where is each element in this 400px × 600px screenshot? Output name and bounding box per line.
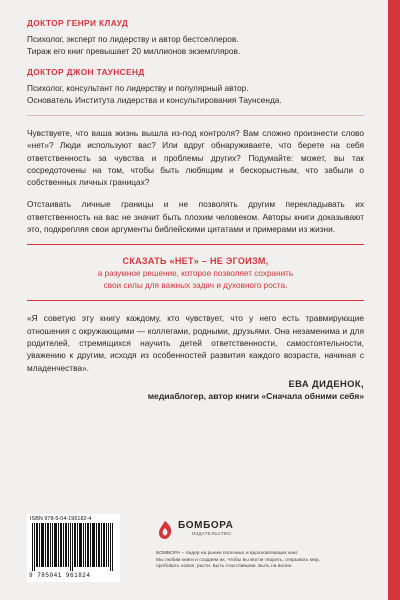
author-name: ДОКТОР ДЖОН ТАУНСЕНД bbox=[27, 67, 145, 77]
author-block-cloud bbox=[27, 18, 364, 57]
isbn-text: ISBN 978-5-04-196182-4 bbox=[30, 516, 92, 522]
author-description: Психолог, консультант по лидерству и популярный автор. bbox=[27, 83, 249, 93]
divider bbox=[27, 300, 364, 301]
bombora-logo-icon bbox=[156, 520, 174, 540]
cover-text-area bbox=[27, 18, 364, 403]
barcode-number: 9 785041 961824 bbox=[29, 572, 91, 579]
cover-footer bbox=[27, 514, 365, 579]
slogan-line: а разумное решение, которое позволяет сохранить bbox=[97, 269, 294, 279]
publisher-name: БОМБОРА bbox=[178, 520, 234, 531]
publisher-subtitle: ИЗДАТЕЛЬСТВО bbox=[192, 531, 232, 536]
testimonial-author-role: медиаблогер, автор книги «Сначала обними себя» bbox=[147, 390, 364, 401]
testimonial-signature bbox=[27, 377, 364, 403]
description-paragraph: Отстаивать личные границы и не позволять другим перекладывать их ответственность на вас не значит быть плохим человеком. Авторы книги доказывают это, подкрепляя свои аргументы библейскими цитатами и примерами из жизни. bbox=[27, 199, 364, 235]
red-spine-strip bbox=[388, 0, 400, 600]
divider bbox=[27, 115, 364, 116]
testimonial-quote: «Я советую эту книгу каждому, кто чувствует, что у него есть травмирующие отношения с окружающими — коллегами, родными, друзьями. Она незаменима и для родителей, стремящихся научить детей ответственности, самостоятельности, уважению к другим, исходя из особенностей развития каждого возраста, начиная с младенчества». bbox=[27, 313, 364, 373]
barcode-bars bbox=[32, 523, 115, 571]
divider bbox=[27, 244, 364, 245]
author-description: Психолог, эксперт по лидерству и автор бестселлеров. bbox=[27, 34, 239, 44]
publisher-blurb bbox=[156, 551, 366, 571]
author-block-townsend bbox=[27, 67, 364, 106]
blurb-line: пробовать новое, расти. Быть счастливыми. Быть на волне. bbox=[156, 564, 293, 570]
slogan-line: свои силы для важных задач и духовного роста. bbox=[103, 280, 288, 290]
blurb-line: БОМБОРА – лидер на рынке полезных и вдохновляющих книг. bbox=[156, 551, 299, 556]
author-name: ДОКТОР ГЕНРИ КЛАУД bbox=[27, 18, 129, 28]
blurb-line: Мы любим книги и создаем их, чтобы вы могли творить, открывать мир, bbox=[156, 557, 320, 563]
testimonial-author: ЕВА ДИДЕНОК, bbox=[288, 377, 364, 389]
slogan-headline: СКАЗАТЬ «НЕТ» – НЕ ЭГОИЗМ, bbox=[122, 256, 269, 267]
slogan bbox=[27, 256, 364, 291]
description-paragraph: Чувствуете, что ваша жизнь вышла из-под контроля? Вам сложно произнести слово «нет»? Люди используют вас? Или вдруг обнаруживаете, что берете на себя ответственность за чувства и проблемы других? Подумайте: может, вы так сосредоточены на том, чтобы быть любящим и бескорыстным, что забыли о собственных личных границах? bbox=[27, 128, 364, 188]
barcode bbox=[27, 514, 120, 582]
author-description: Тираж его книг превышает 20 миллионов экземпляров. bbox=[27, 46, 241, 56]
author-description: Основатель Института лидерства и консультирования Таунсенда. bbox=[27, 95, 282, 105]
publisher-logo bbox=[156, 520, 256, 542]
